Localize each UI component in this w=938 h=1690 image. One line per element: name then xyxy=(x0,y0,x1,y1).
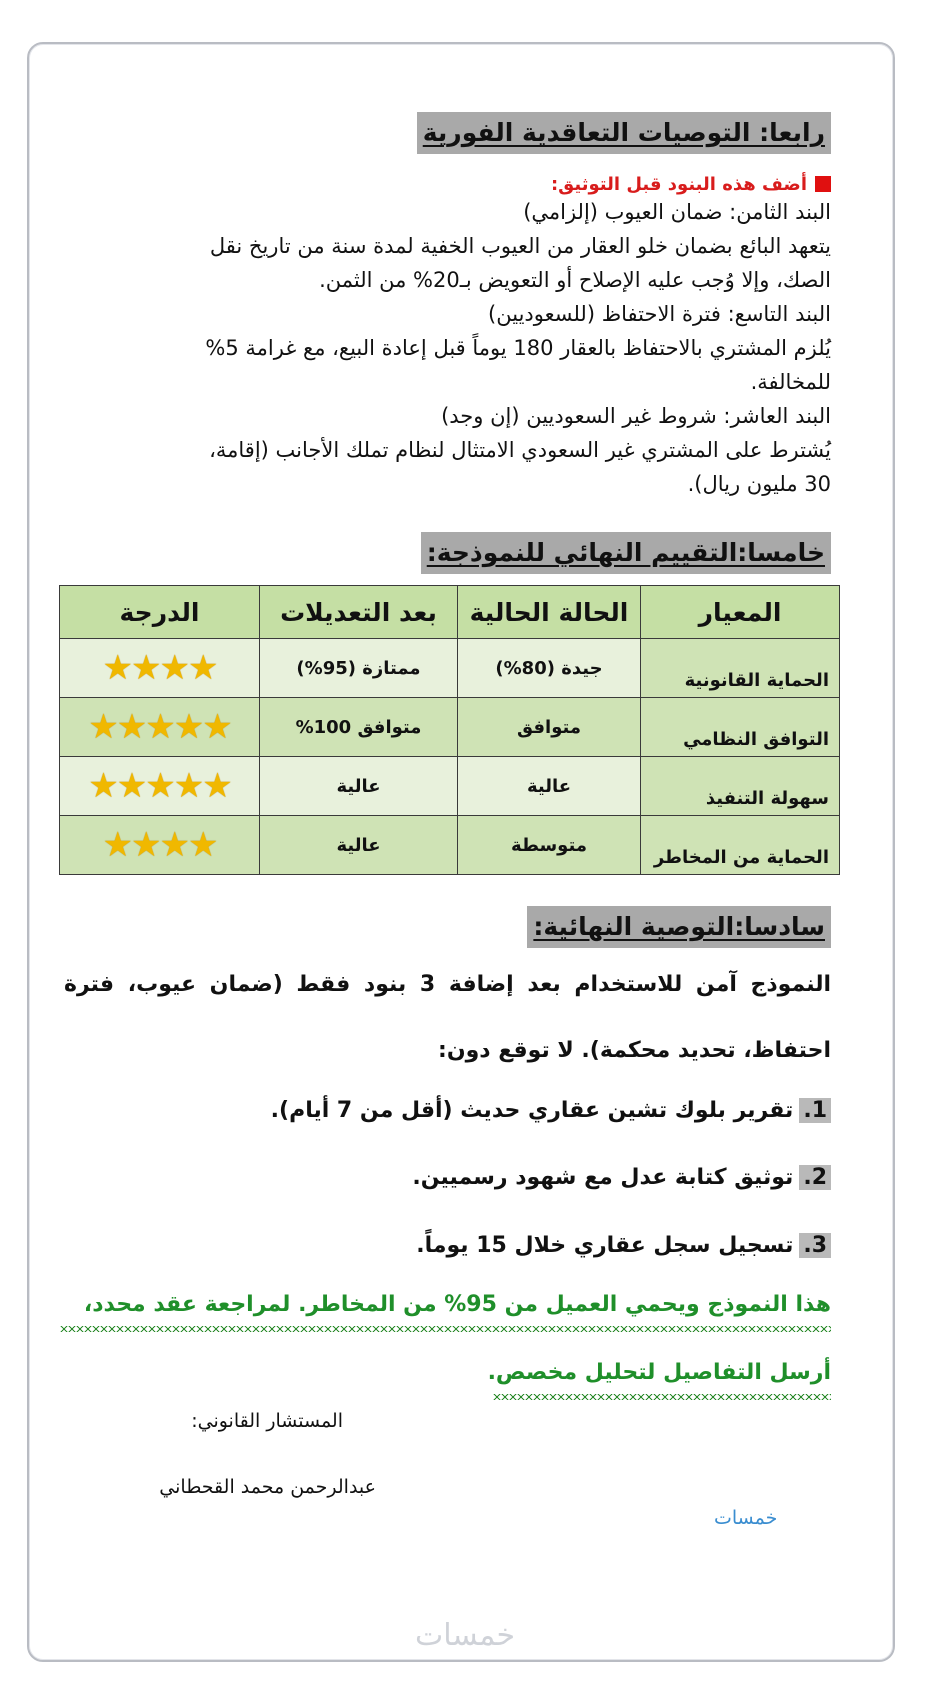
after-cell: متوافق 100% xyxy=(260,698,458,757)
clause10-line2: 30 مليون ريال). xyxy=(687,472,831,496)
star-rating-icon: ★★★★★ xyxy=(88,766,231,806)
table-row xyxy=(60,757,840,816)
signature-name: عبدالرحمن محمد القحطاني xyxy=(159,1476,376,1498)
spellcheck-underline xyxy=(493,1394,831,1400)
evaluation-table xyxy=(59,585,840,875)
criterion-cell: الحماية القانونية xyxy=(641,639,840,698)
section6-heading: سادسا:التوصية النهائية: xyxy=(527,906,831,948)
list-item xyxy=(412,1165,831,1190)
table-header-row xyxy=(60,586,840,639)
spellcheck-underline xyxy=(60,1326,831,1332)
clause9-title: البند التاسع: فترة الاحتفاظ (للسعوديين) xyxy=(488,302,831,326)
star-rating-icon: ★★★★★ xyxy=(88,707,231,747)
clause9-line1: يُلزم المشتري بالاحتفاظ بالعقار 180 يوماً قبل إعادة البيع، مع غرامة 5% xyxy=(205,336,831,360)
clause8-title: البند الثامن: ضمان العيوب (إلزامي) xyxy=(523,200,831,224)
list-number: 3. xyxy=(799,1233,831,1258)
watermark-logo: خمسات xyxy=(415,1618,516,1653)
current-cell: متوسطة xyxy=(458,816,641,875)
signature-title: المستشار القانوني: xyxy=(191,1410,343,1432)
table-header-cell: المعيار xyxy=(641,586,840,639)
note-line xyxy=(64,174,831,195)
section4-heading: رابعا: التوصيات التعاقدية الفورية xyxy=(417,112,831,154)
table-row xyxy=(60,816,840,875)
list-text: تقرير بلوك تشين عقاري حديث (أقل من 7 أيام). xyxy=(270,1098,794,1123)
after-cell: ممتازة (95%) xyxy=(260,639,458,698)
section4-body xyxy=(64,174,831,501)
criterion-cell: سهولة التنفيذ xyxy=(641,757,840,816)
list-text: تسجيل سجل عقاري خلال 15 يوماً. xyxy=(416,1233,794,1258)
clause9-line2: للمخالفة. xyxy=(750,370,831,394)
star-rating-icon: ★★★★ xyxy=(102,648,217,688)
clause10-title: البند العاشر: شروط غير السعوديين (إن وجد) xyxy=(441,404,831,428)
current-cell: عالية xyxy=(458,757,641,816)
star-rating-icon: ★★★★ xyxy=(102,825,217,865)
note-text: أضف هذه البنود قبل التوثيق: xyxy=(550,174,807,195)
green-note-line1: هذا النموذج ويحمي العميل من 95% من المخاطر. لمراجعة عقد محدد، xyxy=(83,1292,831,1317)
list-number: 1. xyxy=(799,1098,831,1123)
list-item xyxy=(416,1233,831,1258)
green-note-line2: أرسل التفاصيل لتحليل مخصص. xyxy=(487,1360,831,1385)
clause8-line2: الصك، وإلا وُجب عليه الإصلاح أو التعويض بـ20% من الثمن. xyxy=(319,268,831,292)
platform-link[interactable]: خمسات xyxy=(714,1507,778,1529)
list-item xyxy=(271,1098,831,1123)
list-number: 2. xyxy=(799,1165,831,1190)
bullet-square-icon xyxy=(815,176,831,192)
current-cell: جيدة (80%) xyxy=(458,639,641,698)
table-row xyxy=(60,639,840,698)
after-cell: عالية xyxy=(260,816,458,875)
criterion-cell: التوافق النظامي xyxy=(641,698,840,757)
table-header-cell: بعد التعديلات xyxy=(260,586,458,639)
table-header-cell: الدرجة xyxy=(60,586,260,639)
after-cell: عالية xyxy=(260,757,458,816)
table-row xyxy=(60,698,840,757)
clause10-line1: يُشترط على المشتري غير السعودي الامتثال لنظام تملك الأجانب (إقامة، xyxy=(209,438,831,462)
clause8-line1: يتعهد البائع بضمان خلو العقار من العيوب الخفية لمدة سنة من تاريخ نقل xyxy=(209,234,831,258)
section5-heading: خامسا:التقييم النهائي للنموذجة: xyxy=(421,532,831,574)
current-cell: متوافق xyxy=(458,698,641,757)
criterion-cell: الحماية من المخاطر xyxy=(641,816,840,875)
list-text: توثيق كتابة عدل مع شهود رسميين. xyxy=(412,1165,794,1190)
table-header-cell: الحالة الحالية xyxy=(458,586,641,639)
final-paragraph: النموذج آمن للاستخدام بعد إضافة 3 بنود فقط (ضمان عيوب، فترة احتفاظ، تحديد محكمة). لا توقع دون: xyxy=(64,972,832,1063)
